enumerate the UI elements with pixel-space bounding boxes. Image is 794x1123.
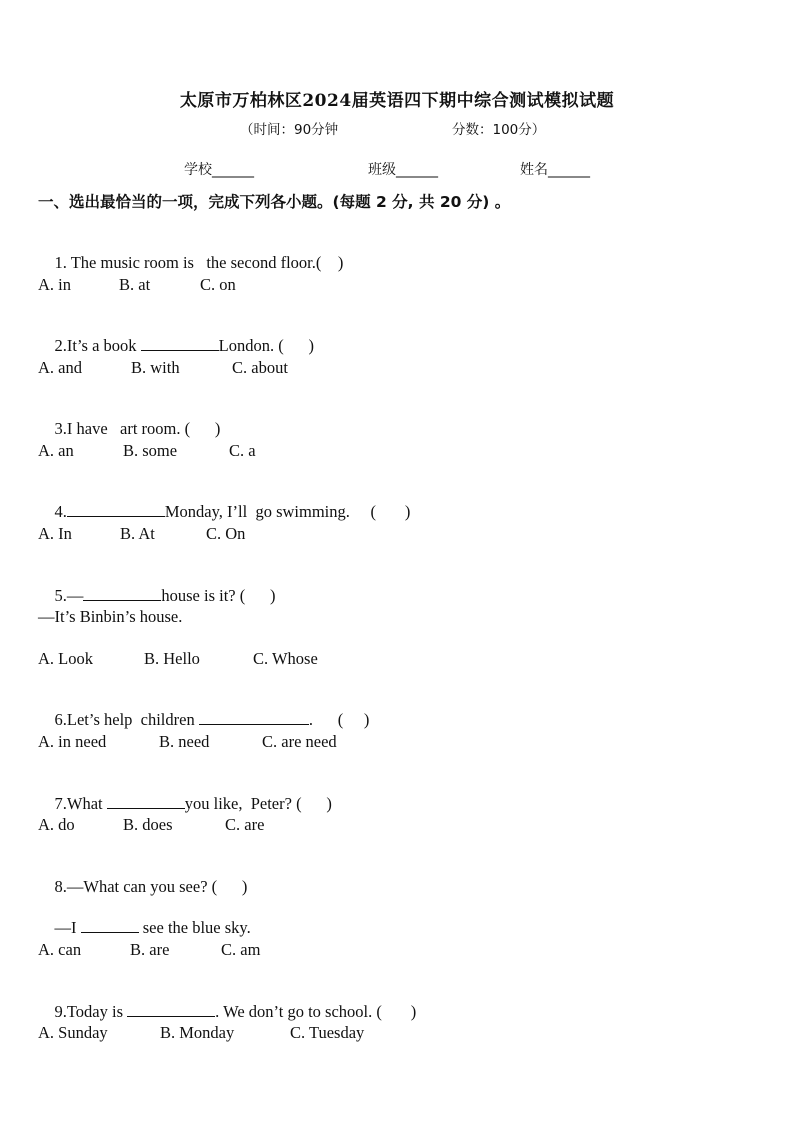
question-text-end: . ( )	[308, 710, 370, 729]
option-c: C. On	[206, 524, 246, 543]
question-text: 5.—	[54, 586, 84, 605]
option-c: C. Whose	[253, 649, 318, 668]
question-text-end: you like, Peter? ( )	[184, 794, 332, 813]
question-1	[38, 233, 343, 293]
option-c: C. a	[229, 441, 256, 460]
exam-score: 分数：100分）	[452, 122, 546, 138]
option-c: C. am	[221, 940, 261, 959]
option-c: C. are need	[262, 732, 337, 751]
option-c: C. on	[200, 275, 236, 294]
option-a: A. and	[38, 358, 82, 377]
option-c: C. Tuesday	[290, 1023, 365, 1042]
question-text-end: house is it? ( )	[161, 586, 276, 605]
option-b: B. need	[159, 732, 210, 751]
option-b: B. with	[131, 358, 180, 377]
option-a: A. an	[38, 441, 74, 460]
option-b: B. some	[123, 441, 178, 460]
question-text-end: . We don’t go to school. ( )	[215, 1002, 417, 1021]
option-c: C. are	[225, 815, 265, 834]
question-text: 7.What	[54, 794, 107, 813]
question-text-end: London. ( )	[218, 336, 314, 355]
option-a: A. Sunday	[38, 1023, 108, 1042]
option-c: C. about	[232, 358, 288, 377]
exam-time: （时间：90分钟	[240, 122, 339, 138]
section-heading: 一、选出最恰当的一项，完成下列各小题。(每题 2 分, 共 20 分) 。	[38, 193, 511, 211]
answer-blank	[81, 918, 139, 933]
question-text: 2.It’s a book	[54, 336, 141, 355]
option-a: A. in need	[38, 732, 107, 751]
option-b: B. At	[120, 524, 155, 543]
answer-blank	[107, 794, 185, 809]
option-a: A. In	[38, 524, 72, 543]
question-text: 4.	[54, 502, 67, 521]
dialogue-text-end: see the blue sky.	[138, 918, 251, 937]
option-b: B. does	[123, 815, 173, 834]
question-7	[38, 774, 332, 834]
option-b: B. Hello	[144, 649, 200, 668]
question-text: 6.Let’s help children	[54, 710, 199, 729]
option-b: B. are	[130, 940, 170, 959]
option-a: A. Look	[38, 649, 93, 668]
answer-blank	[67, 502, 165, 517]
dialogue-line: —It’s Binbin’s house.	[38, 607, 183, 626]
answer-blank	[127, 1002, 215, 1017]
page-title: 太原市万柏林区2024届英语四下期中综合测试模拟试题	[179, 91, 615, 111]
name-field: 姓名______	[520, 162, 590, 178]
question-text-end: Monday, I’ll go swimming. ( )	[164, 502, 411, 521]
question-text: 9.Today is	[54, 1002, 128, 1021]
option-a: A. can	[38, 940, 82, 959]
option-a: A. in	[38, 275, 71, 294]
option-b: B. at	[119, 275, 151, 294]
dialogue-text: —I	[54, 918, 81, 937]
class-field: 班级______	[368, 162, 438, 178]
school-field: 学校______	[184, 162, 254, 178]
answer-blank	[141, 336, 219, 351]
answer-blank	[199, 710, 309, 725]
question-text: 1. The music room is the second floor.( )	[54, 253, 344, 272]
option-b: B. Monday	[160, 1023, 235, 1042]
question-text: 3.I have art room. ( )	[54, 419, 221, 438]
question-text: 8.—What can you see? ( )	[54, 877, 248, 896]
answer-blank	[83, 586, 161, 601]
option-a: A. do	[38, 815, 75, 834]
